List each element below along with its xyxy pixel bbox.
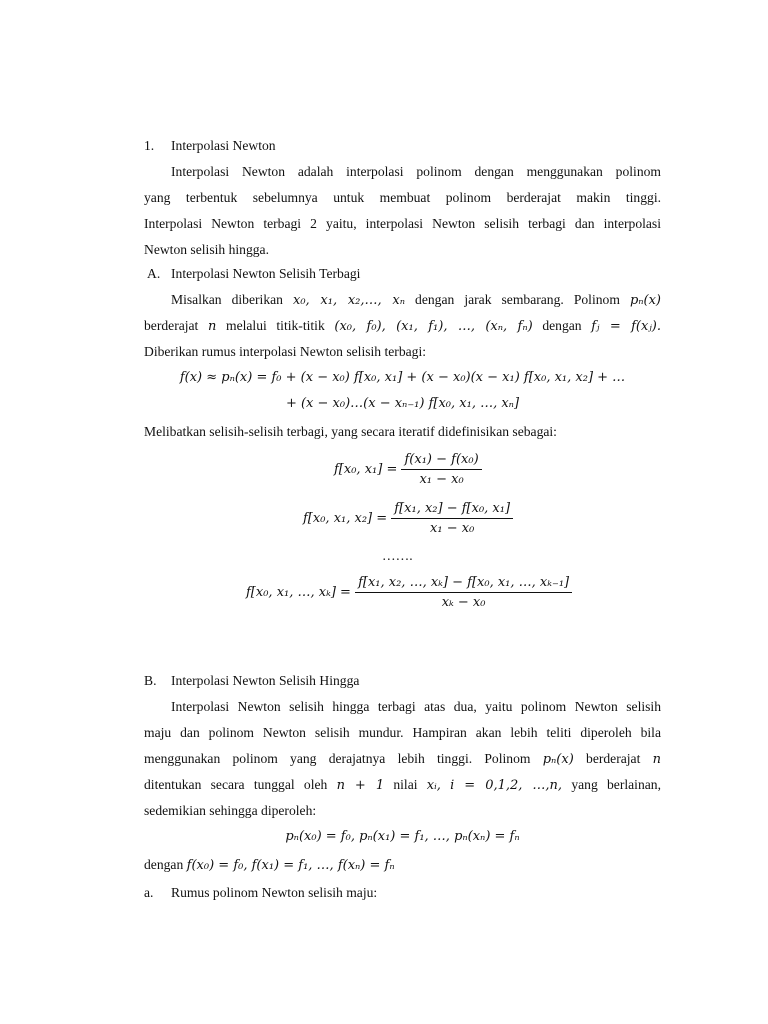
fraction-lhs: f[x₀, x₁] = — [334, 462, 398, 477]
subsection-label: B. — [144, 673, 157, 688]
math-span: i = 0,1,2, …,n, — [450, 778, 563, 793]
math-span: n — [652, 752, 661, 767]
math-span: f(x₀) = f₀, f(x₁) = f₁, …, f(xₙ) = fₙ — [186, 858, 395, 873]
math-span: n — [207, 319, 217, 334]
subsection-heading: Interpolasi Newton Selisih Hingga — [171, 673, 360, 688]
fraction-denominator: x₁ − x₀ — [430, 521, 475, 536]
text-span: dengan — [542, 318, 582, 333]
fraction-numerator: f[x₁, x₂] − f[x₀, x₁] — [391, 499, 513, 519]
text-span: Misalkan diberikan — [171, 292, 283, 307]
subsection-heading: Rumus polinom Newton selisih maju: — [171, 885, 378, 900]
ellipsis: ……. — [382, 548, 413, 563]
equation-line: pₙ(x₀) = f₀, pₙ(x₁) = f₁, …, pₙ(xₙ) = fₙ — [285, 829, 520, 844]
subsection-label: A. — [147, 266, 161, 281]
paragraph-line — [144, 318, 661, 334]
fraction-equation — [246, 573, 572, 612]
text-span: yang berlainan, — [571, 777, 661, 792]
fraction — [401, 450, 481, 489]
subsection-heading: Interpolasi Newton Selisih Terbagi — [171, 266, 361, 281]
text-span: melalui titik-titik — [226, 318, 325, 333]
math-span: fⱼ = f(xⱼ). — [591, 319, 661, 334]
fraction-lhs: f[x₀, x₁, …, xₖ] = — [246, 585, 351, 600]
paragraph-line: Interpolasi Newton selisih hingga terbagi atas dua, yaitu polinom Newton selisih — [171, 699, 661, 714]
paragraph-line — [144, 751, 661, 767]
text-span: berderajat — [144, 318, 199, 333]
paragraph-line — [144, 777, 661, 793]
paragraph-line — [144, 857, 661, 873]
paragraph-line — [144, 292, 661, 308]
fraction — [355, 573, 572, 612]
section-number: 1. — [144, 138, 155, 153]
fraction — [391, 499, 513, 538]
fraction-lhs: f[x₀, x₁, x₂] = — [303, 511, 388, 526]
paragraph-line: maju dan polinom Newton selisih mundur. Hampiran akan lebih teliti diperoleh bila — [144, 725, 661, 740]
paragraph-line: Newton selisih hingga. — [144, 242, 269, 257]
paragraph-line: Melibatkan selisih-selisih terbagi, yang secara iteratif didefinisikan sebagai: — [144, 424, 557, 439]
math-span: x₀, x₁, x₂,…, xₙ — [292, 293, 406, 308]
paragraph-line: Interpolasi Newton terbagi 2 yaitu, interpolasi Newton selisih terbagi dan interpolasi — [144, 216, 661, 231]
equation-line: + (x − x₀)…(x − xₙ₋₁) f[x₀, x₁, …, xₙ] — [285, 396, 520, 411]
paragraph-line: yang terbentuk sebelumnya untuk membuat polinom berderajat makin tinggi. — [144, 190, 661, 205]
subsection-label: a. — [144, 885, 154, 900]
text-span: ditentukan secara tunggal oleh — [144, 777, 328, 792]
math-span: xᵢ, — [426, 778, 441, 793]
text-span: dengan — [144, 857, 184, 872]
paragraph-line: Diberikan rumus interpolasi Newton selisih terbagi: — [144, 344, 427, 359]
math-span: pₙ(x) — [629, 293, 662, 308]
text-span: berderajat — [586, 751, 641, 766]
text-span: nilai — [393, 777, 418, 792]
fraction-equation — [303, 499, 513, 538]
math-span: n + 1 — [336, 778, 385, 793]
fraction-denominator: xₖ − x₀ — [441, 595, 486, 610]
fraction-numerator: f(x₁) − f(x₀) — [401, 450, 481, 470]
text-span: menggunakan polinom yang derajatnya lebih tinggi. Polinom — [144, 751, 531, 766]
paragraph-line: Interpolasi Newton adalah interpolasi polinom dengan menggunakan polinom — [171, 164, 661, 179]
equation-line: f(x) ≈ pₙ(x) = f₀ + (x − x₀) f[x₀, x₁] + (x − x₀)(x − x₁) f[x₀, x₁, x₂] + … — [179, 370, 626, 385]
paragraph-line: sedemikian sehingga diperoleh: — [144, 803, 317, 818]
fraction-numerator: f[x₁, x₂, …, xₖ] − f[x₀, x₁, …, xₖ₋₁] — [355, 573, 572, 593]
text-span: dengan jarak sembarang. Polinom — [415, 292, 620, 307]
fraction-denominator: x₁ − x₀ — [419, 472, 464, 487]
section-heading: Interpolasi Newton — [171, 138, 276, 153]
math-span: (x₀, f₀), (x₁, f₁), …, (xₙ, fₙ) — [334, 319, 533, 334]
fraction-equation — [334, 450, 482, 489]
math-span: pₙ(x) — [542, 752, 574, 767]
